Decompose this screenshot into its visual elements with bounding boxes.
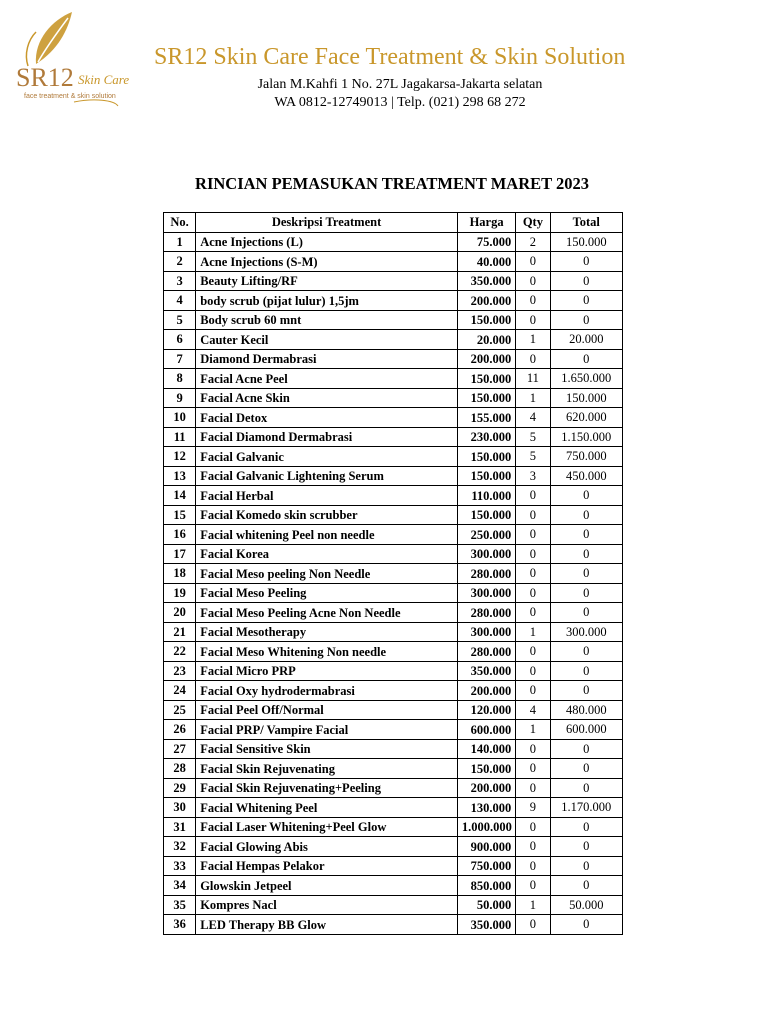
treatment-price: 110.000 (457, 486, 515, 506)
treatment-qty: 1 (516, 388, 550, 408)
row-number: 1 (164, 232, 196, 252)
treatment-total: 20.000 (550, 330, 623, 350)
svg-text:SR12: SR12 (16, 63, 74, 92)
treatment-price: 850.000 (457, 876, 515, 896)
row-number: 8 (164, 369, 196, 389)
table-row (164, 232, 623, 252)
row-number: 18 (164, 564, 196, 584)
treatment-qty: 0 (516, 778, 550, 798)
row-number: 34 (164, 876, 196, 896)
row-number: 31 (164, 817, 196, 837)
row-number: 2 (164, 252, 196, 272)
treatment-description: body scrub (pijat lulur) 1,5jm (196, 291, 458, 311)
row-number: 19 (164, 583, 196, 603)
treatment-price: 300.000 (457, 544, 515, 564)
treatment-total: 450.000 (550, 466, 623, 486)
treatment-description: Kompres Nacl (196, 895, 458, 915)
row-number: 36 (164, 915, 196, 935)
treatment-qty: 11 (516, 369, 550, 389)
treatment-qty: 0 (516, 739, 550, 759)
treatment-total: 0 (550, 252, 623, 272)
row-number: 17 (164, 544, 196, 564)
treatment-description: Facial Hempas Pelakor (196, 856, 458, 876)
row-number: 13 (164, 466, 196, 486)
treatment-description: Facial Meso Whitening Non needle (196, 642, 458, 662)
treatment-qty: 0 (516, 681, 550, 701)
treatment-price: 150.000 (457, 447, 515, 467)
treatment-price: 280.000 (457, 642, 515, 662)
treatment-total: 480.000 (550, 700, 623, 720)
treatment-qty: 5 (516, 427, 550, 447)
table-row (164, 583, 623, 603)
treatment-total: 0 (550, 525, 623, 545)
row-number: 16 (164, 525, 196, 545)
row-number: 10 (164, 408, 196, 428)
treatment-price: 350.000 (457, 271, 515, 291)
treatment-total: 0 (550, 739, 623, 759)
treatment-qty: 4 (516, 700, 550, 720)
treatment-qty: 0 (516, 252, 550, 272)
svg-text:Skin Care: Skin Care (78, 72, 130, 87)
treatment-description: Facial Mesotherapy (196, 622, 458, 642)
treatment-qty: 1 (516, 622, 550, 642)
treatment-description: Facial Oxy hydrodermabrasi (196, 681, 458, 701)
treatment-total: 150.000 (550, 232, 623, 252)
treatment-total: 150.000 (550, 388, 623, 408)
treatment-price: 150.000 (457, 505, 515, 525)
table-row (164, 349, 623, 369)
row-number: 3 (164, 271, 196, 291)
treatment-price: 300.000 (457, 583, 515, 603)
treatment-total: 50.000 (550, 895, 623, 915)
treatment-total: 0 (550, 544, 623, 564)
treatment-price: 200.000 (457, 349, 515, 369)
table-row (164, 271, 623, 291)
table-row (164, 759, 623, 779)
treatment-total: 0 (550, 291, 623, 311)
row-number: 6 (164, 330, 196, 350)
row-number: 7 (164, 349, 196, 369)
table-row (164, 330, 623, 350)
table-row (164, 310, 623, 330)
table-row (164, 564, 623, 584)
treatment-qty: 9 (516, 798, 550, 818)
treatment-description: Facial Skin Rejuvenating (196, 759, 458, 779)
table-row (164, 369, 623, 389)
row-number: 11 (164, 427, 196, 447)
row-number: 28 (164, 759, 196, 779)
table-row (164, 466, 623, 486)
treatment-total: 0 (550, 856, 623, 876)
treatment-price: 130.000 (457, 798, 515, 818)
treatment-description: Beauty Lifting/RF (196, 271, 458, 291)
treatment-total: 0 (550, 505, 623, 525)
company-name: SR12 Skin Care Face Treatment & Skin Solution (154, 44, 626, 70)
treatment-qty: 0 (516, 817, 550, 837)
treatment-description: Facial PRP/ Vampire Facial (196, 720, 458, 740)
treatment-total: 0 (550, 661, 623, 681)
treatment-description: Facial Diamond Dermabrasi (196, 427, 458, 447)
table-row (164, 681, 623, 701)
treatment-qty: 4 (516, 408, 550, 428)
table-row (164, 486, 623, 506)
treatment-total: 0 (550, 310, 623, 330)
treatment-description: Facial Komedo skin scrubber (196, 505, 458, 525)
treatment-qty: 0 (516, 856, 550, 876)
treatment-qty: 0 (516, 603, 550, 623)
table-row (164, 642, 623, 662)
treatment-description: Facial Galvanic Lightening Serum (196, 466, 458, 486)
treatment-price: 200.000 (457, 778, 515, 798)
treatment-description: Glowskin Jetpeel (196, 876, 458, 896)
treatment-qty: 2 (516, 232, 550, 252)
table-row (164, 525, 623, 545)
treatment-description: Facial Peel Off/Normal (196, 700, 458, 720)
table-row (164, 291, 623, 311)
treatment-price: 50.000 (457, 895, 515, 915)
row-number: 29 (164, 778, 196, 798)
row-number: 15 (164, 505, 196, 525)
treatment-price: 150.000 (457, 388, 515, 408)
table-row (164, 837, 623, 857)
treatment-description: Facial Galvanic (196, 447, 458, 467)
treatment-qty: 0 (516, 661, 550, 681)
table-row (164, 427, 623, 447)
treatment-description: Diamond Dermabrasi (196, 349, 458, 369)
row-number: 12 (164, 447, 196, 467)
table-row (164, 817, 623, 837)
treatment-price: 280.000 (457, 564, 515, 584)
treatment-total: 0 (550, 486, 623, 506)
treatment-total: 0 (550, 817, 623, 837)
row-number: 33 (164, 856, 196, 876)
row-number: 24 (164, 681, 196, 701)
table-row (164, 700, 623, 720)
treatment-total: 620.000 (550, 408, 623, 428)
treatment-qty: 0 (516, 525, 550, 545)
table-row (164, 603, 623, 623)
treatment-description: Facial Whitening Peel (196, 798, 458, 818)
table-header-row (164, 213, 623, 233)
treatment-price: 150.000 (457, 369, 515, 389)
treatment-description: Facial Meso Peeling (196, 583, 458, 603)
treatment-description: Facial Laser Whitening+Peel Glow (196, 817, 458, 837)
treatment-total: 0 (550, 583, 623, 603)
treatment-price: 750.000 (457, 856, 515, 876)
row-number: 4 (164, 291, 196, 311)
treatment-price: 600.000 (457, 720, 515, 740)
treatment-qty: 0 (516, 505, 550, 525)
treatment-total: 0 (550, 349, 623, 369)
treatment-description: Facial Herbal (196, 486, 458, 506)
treatment-description: Facial Meso peeling Non Needle (196, 564, 458, 584)
row-number: 32 (164, 837, 196, 857)
treatment-description: Facial whitening Peel non needle (196, 525, 458, 545)
treatment-price: 200.000 (457, 681, 515, 701)
treatment-qty: 0 (516, 642, 550, 662)
column-header-no: No. (164, 213, 196, 233)
row-number: 35 (164, 895, 196, 915)
column-header-total: Total (550, 213, 623, 233)
treatment-price: 250.000 (457, 525, 515, 545)
treatment-qty: 0 (516, 837, 550, 857)
document-title: RINCIAN PEMASUKAN TREATMENT MARET 2023 (195, 174, 589, 193)
treatment-description: LED Therapy BB Glow (196, 915, 458, 935)
table-row (164, 915, 623, 935)
treatment-qty: 0 (516, 271, 550, 291)
table-row (164, 778, 623, 798)
table-row (164, 876, 623, 896)
row-number: 26 (164, 720, 196, 740)
treatment-total: 300.000 (550, 622, 623, 642)
treatment-total: 1.650.000 (550, 369, 623, 389)
table-row (164, 661, 623, 681)
company-contact: WA 0812-12749013 | Telp. (021) 298 68 272 (274, 95, 526, 110)
treatment-qty: 1 (516, 720, 550, 740)
table-row (164, 739, 623, 759)
treatment-price: 120.000 (457, 700, 515, 720)
row-number: 27 (164, 739, 196, 759)
treatment-total: 0 (550, 271, 623, 291)
treatment-price: 140.000 (457, 739, 515, 759)
row-number: 14 (164, 486, 196, 506)
treatment-price: 230.000 (457, 427, 515, 447)
treatment-price: 150.000 (457, 759, 515, 779)
treatment-qty: 1 (516, 330, 550, 350)
treatment-total: 0 (550, 915, 623, 935)
treatment-price: 350.000 (457, 915, 515, 935)
company-address: Jalan M.Kahfi 1 No. 27L Jagakarsa-Jakarta selatan (257, 77, 543, 92)
treatment-description: Acne Injections (L) (196, 232, 458, 252)
table-row (164, 505, 623, 525)
column-header-qty: Qty (516, 213, 550, 233)
treatment-total: 0 (550, 759, 623, 779)
table-row (164, 798, 623, 818)
column-header-price: Harga (457, 213, 515, 233)
table-row (164, 856, 623, 876)
treatment-description: Facial Acne Skin (196, 388, 458, 408)
treatment-total: 0 (550, 837, 623, 857)
treatment-description: Facial Micro PRP (196, 661, 458, 681)
treatment-total: 0 (550, 642, 623, 662)
treatment-description: Facial Sensitive Skin (196, 739, 458, 759)
treatment-qty: 0 (516, 486, 550, 506)
table-row (164, 447, 623, 467)
treatment-total: 750.000 (550, 447, 623, 467)
table-row (164, 252, 623, 272)
table-row (164, 544, 623, 564)
treatment-price: 900.000 (457, 837, 515, 857)
row-number: 5 (164, 310, 196, 330)
treatment-description: Facial Meso Peeling Acne Non Needle (196, 603, 458, 623)
table-row (164, 408, 623, 428)
treatment-qty: 1 (516, 895, 550, 915)
treatment-table (163, 212, 623, 935)
svg-text:face treatment & skin solution: face treatment & skin solution (24, 93, 116, 100)
treatment-qty: 0 (516, 583, 550, 603)
table-row (164, 895, 623, 915)
table-row (164, 720, 623, 740)
treatment-qty: 0 (516, 349, 550, 369)
treatment-description: Body scrub 60 mnt (196, 310, 458, 330)
row-number: 21 (164, 622, 196, 642)
treatment-description: Facial Skin Rejuvenating+Peeling (196, 778, 458, 798)
treatment-total: 0 (550, 564, 623, 584)
treatment-total: 0 (550, 876, 623, 896)
row-number: 25 (164, 700, 196, 720)
treatment-total: 1.150.000 (550, 427, 623, 447)
treatment-description: Acne Injections (S-M) (196, 252, 458, 272)
treatment-description: Facial Detox (196, 408, 458, 428)
treatment-price: 150.000 (457, 466, 515, 486)
treatment-price: 75.000 (457, 232, 515, 252)
treatment-price: 1.000.000 (457, 817, 515, 837)
treatment-total: 600.000 (550, 720, 623, 740)
treatment-price: 150.000 (457, 310, 515, 330)
treatment-price: 20.000 (457, 330, 515, 350)
treatment-qty: 0 (516, 564, 550, 584)
table-row (164, 388, 623, 408)
treatment-price: 200.000 (457, 291, 515, 311)
row-number: 9 (164, 388, 196, 408)
treatment-total: 0 (550, 681, 623, 701)
treatment-total: 0 (550, 778, 623, 798)
treatment-description: Facial Glowing Abis (196, 837, 458, 857)
treatment-qty: 5 (516, 447, 550, 467)
row-number: 23 (164, 661, 196, 681)
treatment-description: Facial Acne Peel (196, 369, 458, 389)
column-header-description: Deskripsi Treatment (196, 213, 458, 233)
row-number: 22 (164, 642, 196, 662)
treatment-description: Cauter Kecil (196, 330, 458, 350)
table-row (164, 622, 623, 642)
treatment-total: 0 (550, 603, 623, 623)
treatment-qty: 0 (516, 291, 550, 311)
treatment-qty: 0 (516, 759, 550, 779)
treatment-price: 350.000 (457, 661, 515, 681)
treatment-qty: 0 (516, 876, 550, 896)
treatment-price: 300.000 (457, 622, 515, 642)
treatment-price: 40.000 (457, 252, 515, 272)
treatment-description: Facial Korea (196, 544, 458, 564)
treatment-price: 155.000 (457, 408, 515, 428)
treatment-total: 1.170.000 (550, 798, 623, 818)
treatment-qty: 3 (516, 466, 550, 486)
row-number: 20 (164, 603, 196, 623)
treatment-qty: 0 (516, 915, 550, 935)
treatment-qty: 0 (516, 544, 550, 564)
row-number: 30 (164, 798, 196, 818)
treatment-price: 280.000 (457, 603, 515, 623)
treatment-qty: 0 (516, 310, 550, 330)
